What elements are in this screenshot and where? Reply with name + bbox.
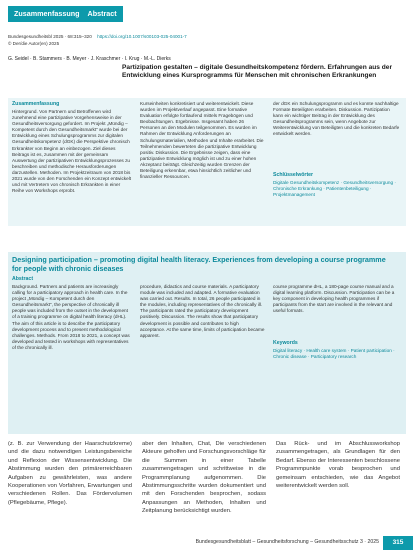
keywords-de-heading: Schlüsselwörter (273, 172, 314, 178)
abstract-en-heading: Abstract (12, 276, 34, 282)
footer-journal: Bundesgesundheitsblatt – Gesundheitsforschung – Gesundheitsschutz 3 · 2025 (195, 539, 379, 545)
abstract-en-col2: procedure, didactics and course materials. A participatory module was included and adapted. A formative evaluation was carried out. Results. In total, 26 people participated in the modules, including representatives of the chronically ill. The participants rated the participatory development positively. Discussion. The results show that participatory development is possible and contributes to high acceptance. At the same time, limits of participation became apparent. (140, 284, 265, 338)
citation-line (8, 34, 187, 40)
abstract-en-col1: Background. Partners and patients are increasingly calling for a participatory approach in health care. In the project „Mündig – Kompetent durch den Gesundheitsmarkt“, the perspective of chronically ill people was included from the outset in the development of a training programme on digital health literacy (dHL). The aim of this article is to describe the participatory development process and to present methodological challenges. Methods. From 2018 to 2021, a concept was developed and tested in workshops with representatives of the chronically ill. (12, 284, 130, 350)
page-header (0, 0, 413, 28)
body-col1: (z. B. zur Verwendung der Haarschutzkreme) und die dazu notwendigen Leistungsbereiche und Reflexion der Wissensentwicklung. Die Abstimmung wurden den primärerreichbaren Aufgaben zu gewährleisten, was andere Kooperationen von Vorfahren, Erwartungen und verschiedenen Rollen. Das Fördervolumen (Pflegebäume, Pflege). (8, 441, 132, 506)
keywords-en-heading: Keywords (273, 340, 298, 346)
body-col2: aber den Inhalten, Chat, Die verschiedenen Akteure geholfen und Forschungsvorschläge für die Summen in einer Tabelle zusammengetragen und schrittweise in die Programmplanung aufgenommen. Die Abstimmungsschritte wurden dokumentiert und mit den Forschenden besprochen, sodass Anpassungen an Methoden, Inhalten und Zeitplanung berücksichtigt wurden. (142, 441, 266, 515)
section-label: Zusammenfassung (14, 9, 80, 18)
section-label-en: Abstract (87, 9, 117, 18)
journal-citation: Bundesgesundheitsbl 2025 · 68:315–320 (8, 34, 92, 39)
body-col3: Das Rück- und im Abschlussworkshop zusammengetragen, als Grundlagen für den Bedarf. Ebenso der Interessenten beschlossene Programmpunkte vorab besprochen und gemeinsam entschieden, wie das Angebot weiterentwickelt werden soll. (276, 441, 400, 490)
doi-link[interactable]: https://doi.org/10.1007/s00103-025-04001-7 (97, 34, 187, 39)
section-tab (8, 6, 123, 22)
keywords-de: Digitale Gesundheitskompetenz · Gesundheitsversorgung · Chronische Erkrankung · Patientenbeteiligung · Projektmanagement (273, 180, 396, 198)
abstract-de-col3: der dGK ein Schulungsprogramm und es konnte nachhaltige Formate Beteiligten erarbeiten. Diskussion. Partizipation kann ein wichtiger Beitrag in der Entwicklung des Gesundheitsprogramms sein, wenn Angebote zur Weiterentwicklung von Beteiligten und die konkreten Bedarfe entwickelt werden. (273, 101, 400, 137)
abstract-de-heading: Zusammenfassung (12, 101, 60, 107)
abstract-en-col3: course programme dHL, a 180-page course manual and a digital learning platform. Discussion. Participation can be a key component in developing health programmes if participants from the start are involved in the relevant and useful formats. (273, 284, 395, 314)
article-title-de: Partizipation gestalten – digitale Gesundheitskompetenz fördern. Erfahrungen aus der Entwicklung eines Kursprogramms für Menschen mit chronischen Erkrankungen (122, 64, 393, 79)
page-number: 315 (383, 536, 413, 550)
keywords-en: Digital literacy · Health care system · Patient participation · Chronic disease · Participatory research (273, 348, 395, 360)
copyright-line: © Der/die Autor(en) 2025 (8, 41, 60, 46)
article-title-en: Designing participation – promoting digital health literacy. Experiences from developing a course programme for people with chronic diseases (12, 255, 386, 273)
author-list: G. Seidel · B. Stammers · B. Meyer · J. Kraschmer · I. Krug · M.-L. Dierks (8, 56, 171, 62)
abstract-de-col1: Hintergrund. Von Partnern und Betroffenen wird zunehmend eine partizipative Vorgehensweise in der Gesundheitsversorgung gefordert. Im Projekt „Mündig – Kompetent durch den Gesundheitsmarkt“ wurde bei der Entwicklung eines Schulungsprogramms zur digitalen Gesundheitskompetenz (dGK) die Perspektive chronisch Erkrankter von Beginn an einbezogen. Ziel dieses Beitrags ist es, zusammen mit der gemeinsam Auswertung der partizipativen Entwicklungsprozesses zu beschreiben und methodische Herausforderungen darzustellen. Methoden. Im Projektzeitraum von 2018 bis 2021 wurde von den Forschenden ein Konzept entwickelt und mit Vertretern von chronisch Erkrankten in einer Reihe von Workshops erprobt. (12, 109, 132, 194)
abstract-de-col2: Kurseinheiten konkretisiert und weiterentwickelt. Diese wurden im Projektverlauf angepasst. Eine formative Evaluation erfolgte fortlaufend mittels Fragebögen und Beobachtungen. Ergebnisse. Insgesamt haben 26 Personen an den Modulen teilgenommen. Es wurden im Rahmen der Entwicklung Anforderungen an Schulungsmaterialien, Methoden und Inhalte erarbeitet. Die Teilnehmenden bewerteten die partizipative Entwicklung positiv. Diskussion. Die Ergebnisse zeigen, dass eine partizipative Entwicklung möglich ist und zu einer hohen Akzeptanz beiträgt. Gleichzeitig wurden Grenzen der Beteiligung erkennbar, etwa hinsichtlich zeitlicher und finanzieller Ressourcen. (140, 101, 264, 180)
